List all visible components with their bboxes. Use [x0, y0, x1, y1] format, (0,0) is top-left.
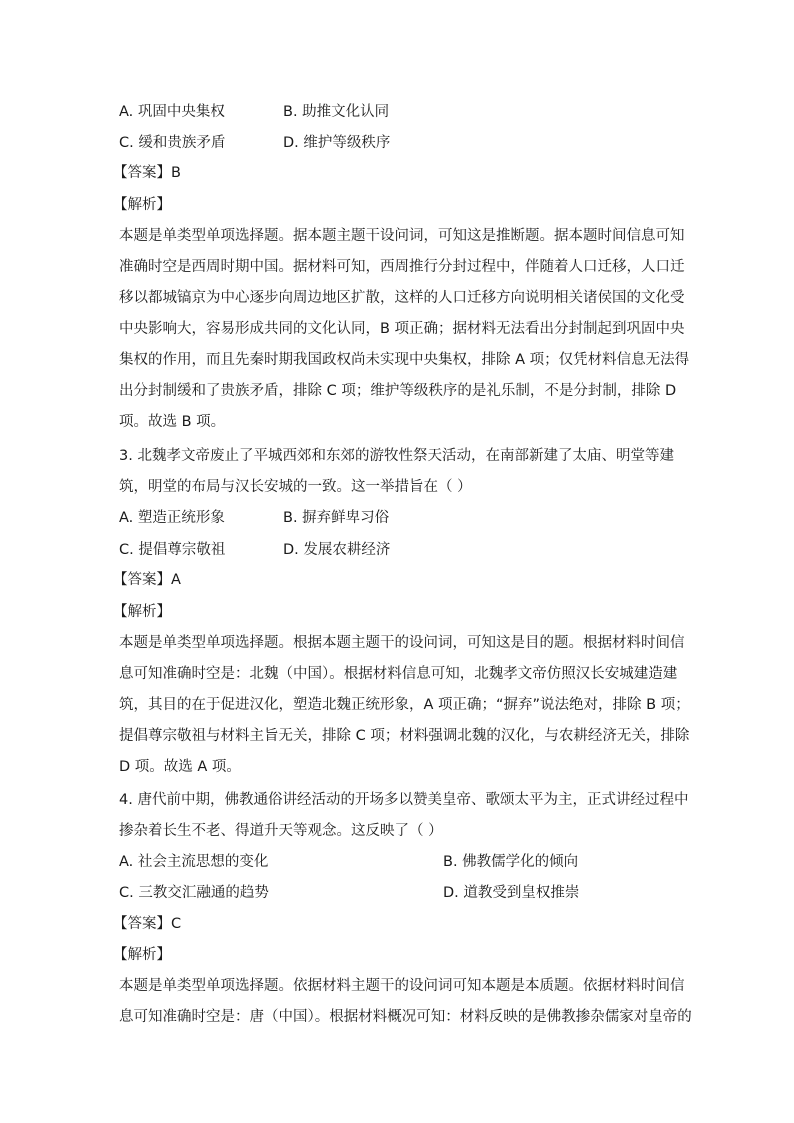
- q4-stem-line: 4. 唐代前中期，佛教通俗讲经活动的开场多以赞美皇帝、歌颂太平为主，正式讲经过程中: [119, 792, 689, 808]
- q2-analysis-line: 出分封制缓和了贵族矛盾，排除 C 项；维护等级秩序的是礼乐制，不是分封制，排除 D: [119, 383, 677, 399]
- q3-stem-line: 3. 北魏孝文帝废止了平城西郊和东郊的游牧性祭天活动，在南部新建了太庙、明堂等建: [119, 448, 674, 464]
- q3-answer: 【答案】A: [113, 572, 181, 588]
- q2-analysis-label: 【解析】: [113, 197, 171, 213]
- q4-answer: 【答案】C: [113, 916, 182, 932]
- q2-option-b: B. 助推文化认同: [283, 104, 390, 120]
- q3-option-c: C. 提倡尊宗敬祖: [119, 542, 226, 558]
- q4-stem-line: 掺杂着长生不老、得道升天等观念。这反映了（ ）: [119, 823, 443, 839]
- q3-analysis-line: D 项。故选 A 项。: [119, 759, 241, 775]
- q2-analysis-line: 中央影响大，容易形成共同的文化认同，B 项正确；据材料无法看出分封制起到巩固中央: [119, 321, 685, 337]
- q2-answer: 【答案】B: [113, 165, 181, 181]
- q4-analysis-line: 本题是单类型单项选择题。依据材料主题干的设问词可知本题是本质题。依据材料时间信: [119, 978, 685, 994]
- q2-option-a: A. 巩固中央集权: [119, 104, 225, 120]
- q2-analysis-line: 本题是单类型单项选择题。据本题主题干设问词，可知这是推断题。据本题时间信息可知: [119, 228, 685, 244]
- q4-analysis-label: 【解析】: [113, 947, 171, 963]
- q3-analysis-line: 筑，其目的在于促进汉化，塑造北魏正统形象，A 项正确；“摒弃”说法绝对，排除 B 项；: [119, 697, 690, 713]
- q2-analysis-line: 准确时空是西周时期中国。据材料可知，西周推行分封过程中，伴随着人口迁移，人口迁: [119, 259, 685, 275]
- q2-option-d: D. 维护等级秩序: [283, 135, 391, 151]
- q3-option-d: D. 发展农耕经济: [283, 542, 391, 558]
- q2-analysis-line: 移以都城镐京为中心逐步向周边地区扩散，这样的人口迁移方向说明相关诸侯国的文化受: [119, 290, 685, 306]
- q4-analysis-line: 息可知准确时空是：唐（中国）。根据材料概况可知：材料反映的是佛教掺杂儒家对皇帝的: [119, 1009, 692, 1025]
- q2-analysis-line: 项。故选 B 项。: [119, 414, 226, 430]
- q2-analysis-line: 集权的作用，而且先秦时期我国政权尚未实现中央集权，排除 A 项；仅凭材料信息无法得: [119, 352, 690, 368]
- q2-option-c: C. 缓和贵族矛盾: [119, 135, 226, 151]
- q3-option-b: B. 摒弃鲜卑习俗: [283, 510, 390, 526]
- q4-option-a: A. 社会主流思想的变化: [119, 854, 269, 870]
- q4-option-b: B. 佛教儒学化的倾向: [443, 854, 579, 870]
- q3-stem-line: 筑，明堂的布局与汉长安城的一致。这一举措旨在（ ）: [119, 479, 472, 495]
- q3-option-a: A. 塑造正统形象: [119, 510, 225, 526]
- q3-analysis-line: 提倡尊宗敬祖与材料主旨无关，排除 C 项；材料强调北魏的汉化，与农耕经济无关，排除: [119, 728, 690, 744]
- q3-analysis-line: 息可知准确时空是：北魏（中国）。根据材料信息可知，北魏孝文帝仿照汉长安城建造建: [119, 666, 678, 682]
- q3-analysis-label: 【解析】: [113, 604, 171, 620]
- q4-option-c: C. 三教交汇融通的趋势: [119, 885, 269, 901]
- q4-option-d: D. 道教受到皇权推崇: [443, 885, 580, 901]
- q3-analysis-line: 本题是单类型单项选择题。根据本题主题干的设问词，可知这是目的题。根据材料时间信: [119, 635, 685, 651]
